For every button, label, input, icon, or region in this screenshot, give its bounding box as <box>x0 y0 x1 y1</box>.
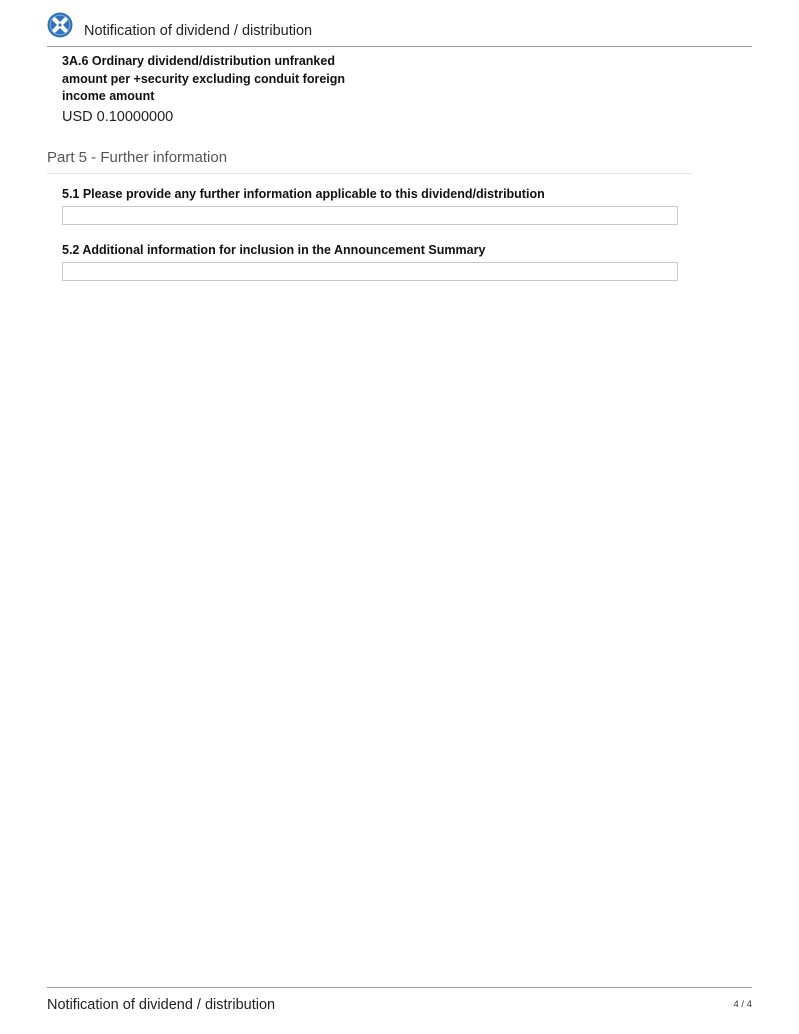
asx-logo-icon <box>47 12 73 38</box>
page-header <box>47 12 752 47</box>
page-number: 4 / 4 <box>733 999 752 1010</box>
question-5-2-label: 5.2 Additional information for inclusion in the Announcement Summary <box>62 243 486 257</box>
question-5-1-label: 5.1 Please provide any further information applicable to this dividend/distribution <box>62 187 545 201</box>
footer-title: Notification of dividend / distribution <box>47 997 276 1013</box>
field-3a6-value: USD 0.10000000 <box>62 108 174 125</box>
field-3a6-label: 3A.6 Ordinary dividend/distribution unfranked amount per +security excluding conduit foreign income amount <box>62 54 346 103</box>
question-5-1 <box>62 186 678 225</box>
question-5-1-answer-box <box>62 206 678 225</box>
question-5-2-answer-box <box>62 262 678 281</box>
field-3a6 <box>62 53 382 126</box>
header-title: Notification of dividend / distribution <box>84 23 313 39</box>
page-footer <box>47 987 752 1018</box>
question-5-2 <box>62 242 678 281</box>
part5-heading: Part 5 - Further information <box>47 148 692 174</box>
